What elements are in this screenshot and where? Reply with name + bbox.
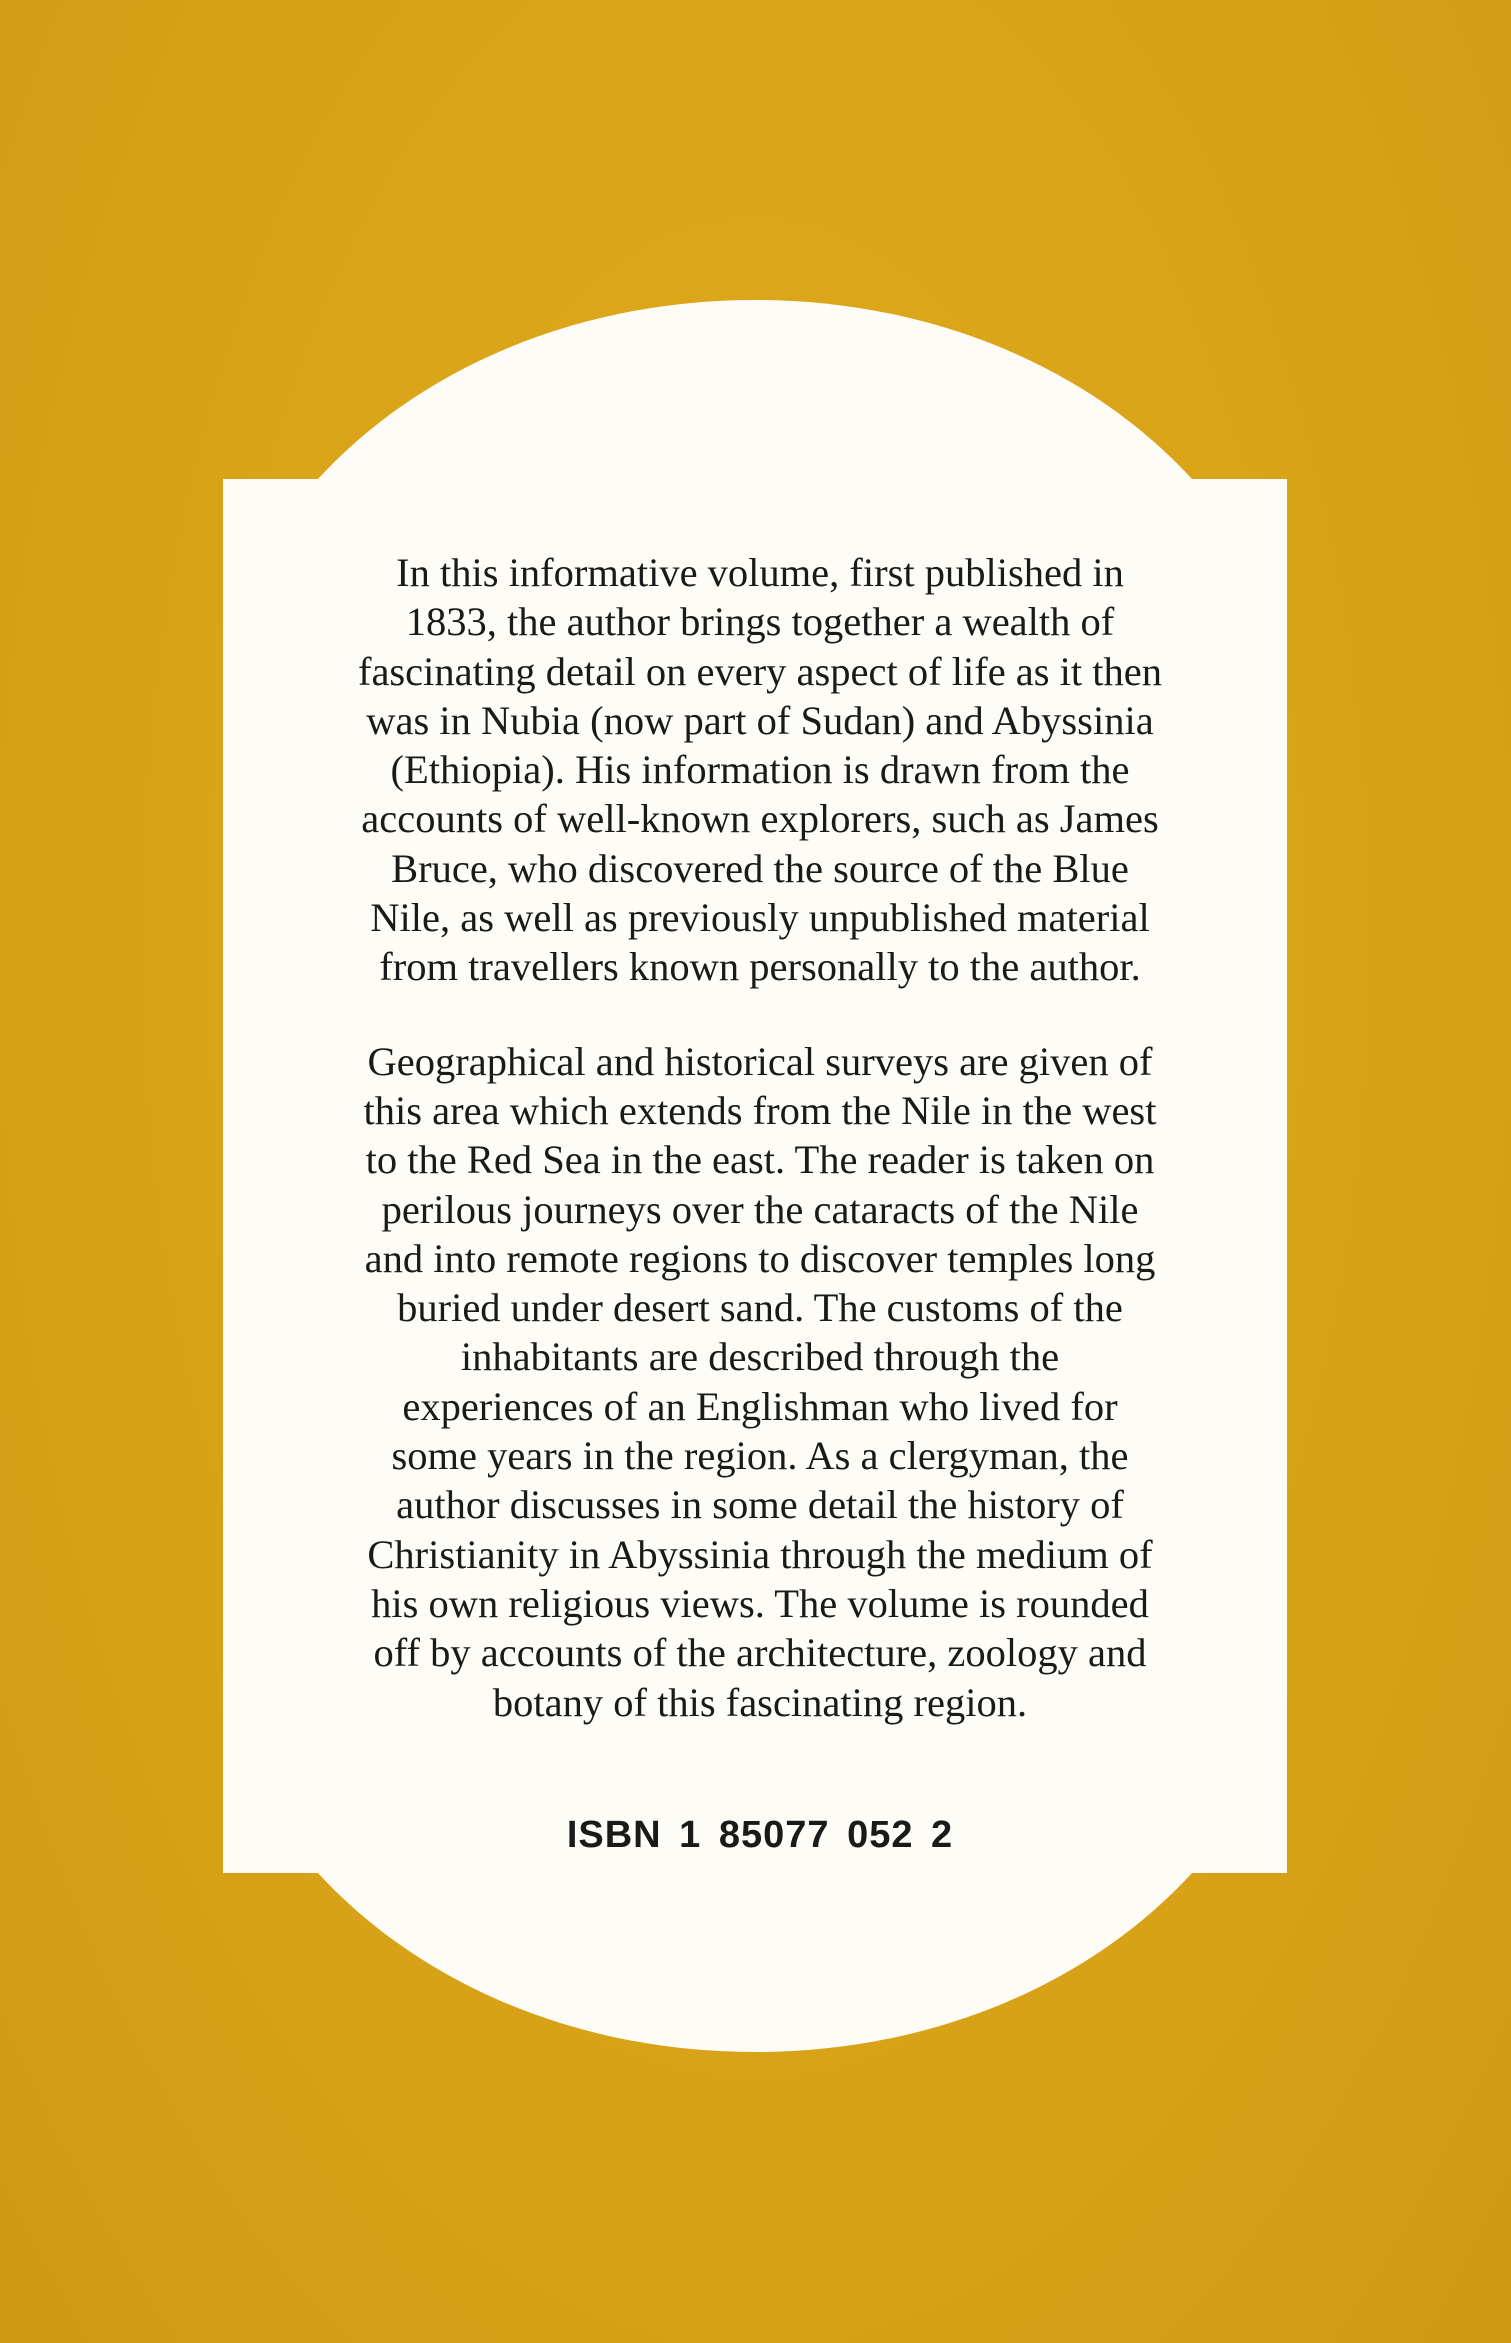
- blurb-line: this area which extends from the Nile in the west: [363, 1087, 1157, 1133]
- blurb-line: was in Nubia (now part of Sudan) and Abyssinia: [366, 697, 1154, 743]
- blurb-line: Christianity in Abyssinia through the medium of: [367, 1531, 1153, 1577]
- blurb-line: In this informative volume, first published in: [396, 550, 1124, 595]
- blurb-line: his own religious views. The volume is rounded: [371, 1580, 1149, 1626]
- blurb-line: accounts of well-known explorers, such as James: [361, 796, 1159, 842]
- blurb-line: botany of this fascinating region.: [492, 1679, 1028, 1725]
- blurb-line: 1833, the author brings together a wealth of: [405, 599, 1115, 645]
- blurb-paragraph-2: [290, 1037, 1230, 1727]
- blurb-line: Nile, as well as previously unpublished material: [370, 895, 1150, 941]
- blurb-line: Bruce, who discovered the source of the Blue: [391, 845, 1129, 891]
- blurb-line: perilous journeys over the cataracts of the Nile: [381, 1186, 1139, 1232]
- blurb-line: experiences of an Englishman who lived for: [402, 1383, 1118, 1429]
- blurb-line: (Ethiopia). His information is drawn from the: [390, 747, 1130, 793]
- blurb-line: buried under desert sand. The customs of the: [397, 1285, 1123, 1331]
- blurb-line: and into remote regions to discover temples long: [364, 1235, 1156, 1281]
- isbn-number: ISBN 1 85077 052 2: [566, 1814, 954, 1856]
- blurb-line: inhabitants are described through the: [460, 1334, 1060, 1380]
- blurb-line: Geographical and historical surveys are given of: [367, 1038, 1153, 1084]
- blurb-line: off by accounts of the architecture, zoology and: [373, 1630, 1147, 1676]
- blurb-text: [290, 548, 1230, 1727]
- blurb-line: fascinating detail on every aspect of life as it then: [357, 648, 1163, 694]
- blurb-line: to the Red Sea in the east. The reader is taken on: [365, 1137, 1155, 1183]
- blurb-paragraph-1: [290, 548, 1230, 992]
- blurb-line: some years in the region. As a clergyman, the: [391, 1433, 1129, 1479]
- blurb-line: author discusses in some detail the history of: [396, 1482, 1124, 1528]
- blurb-line: from travellers known personally to the author.: [379, 944, 1141, 990]
